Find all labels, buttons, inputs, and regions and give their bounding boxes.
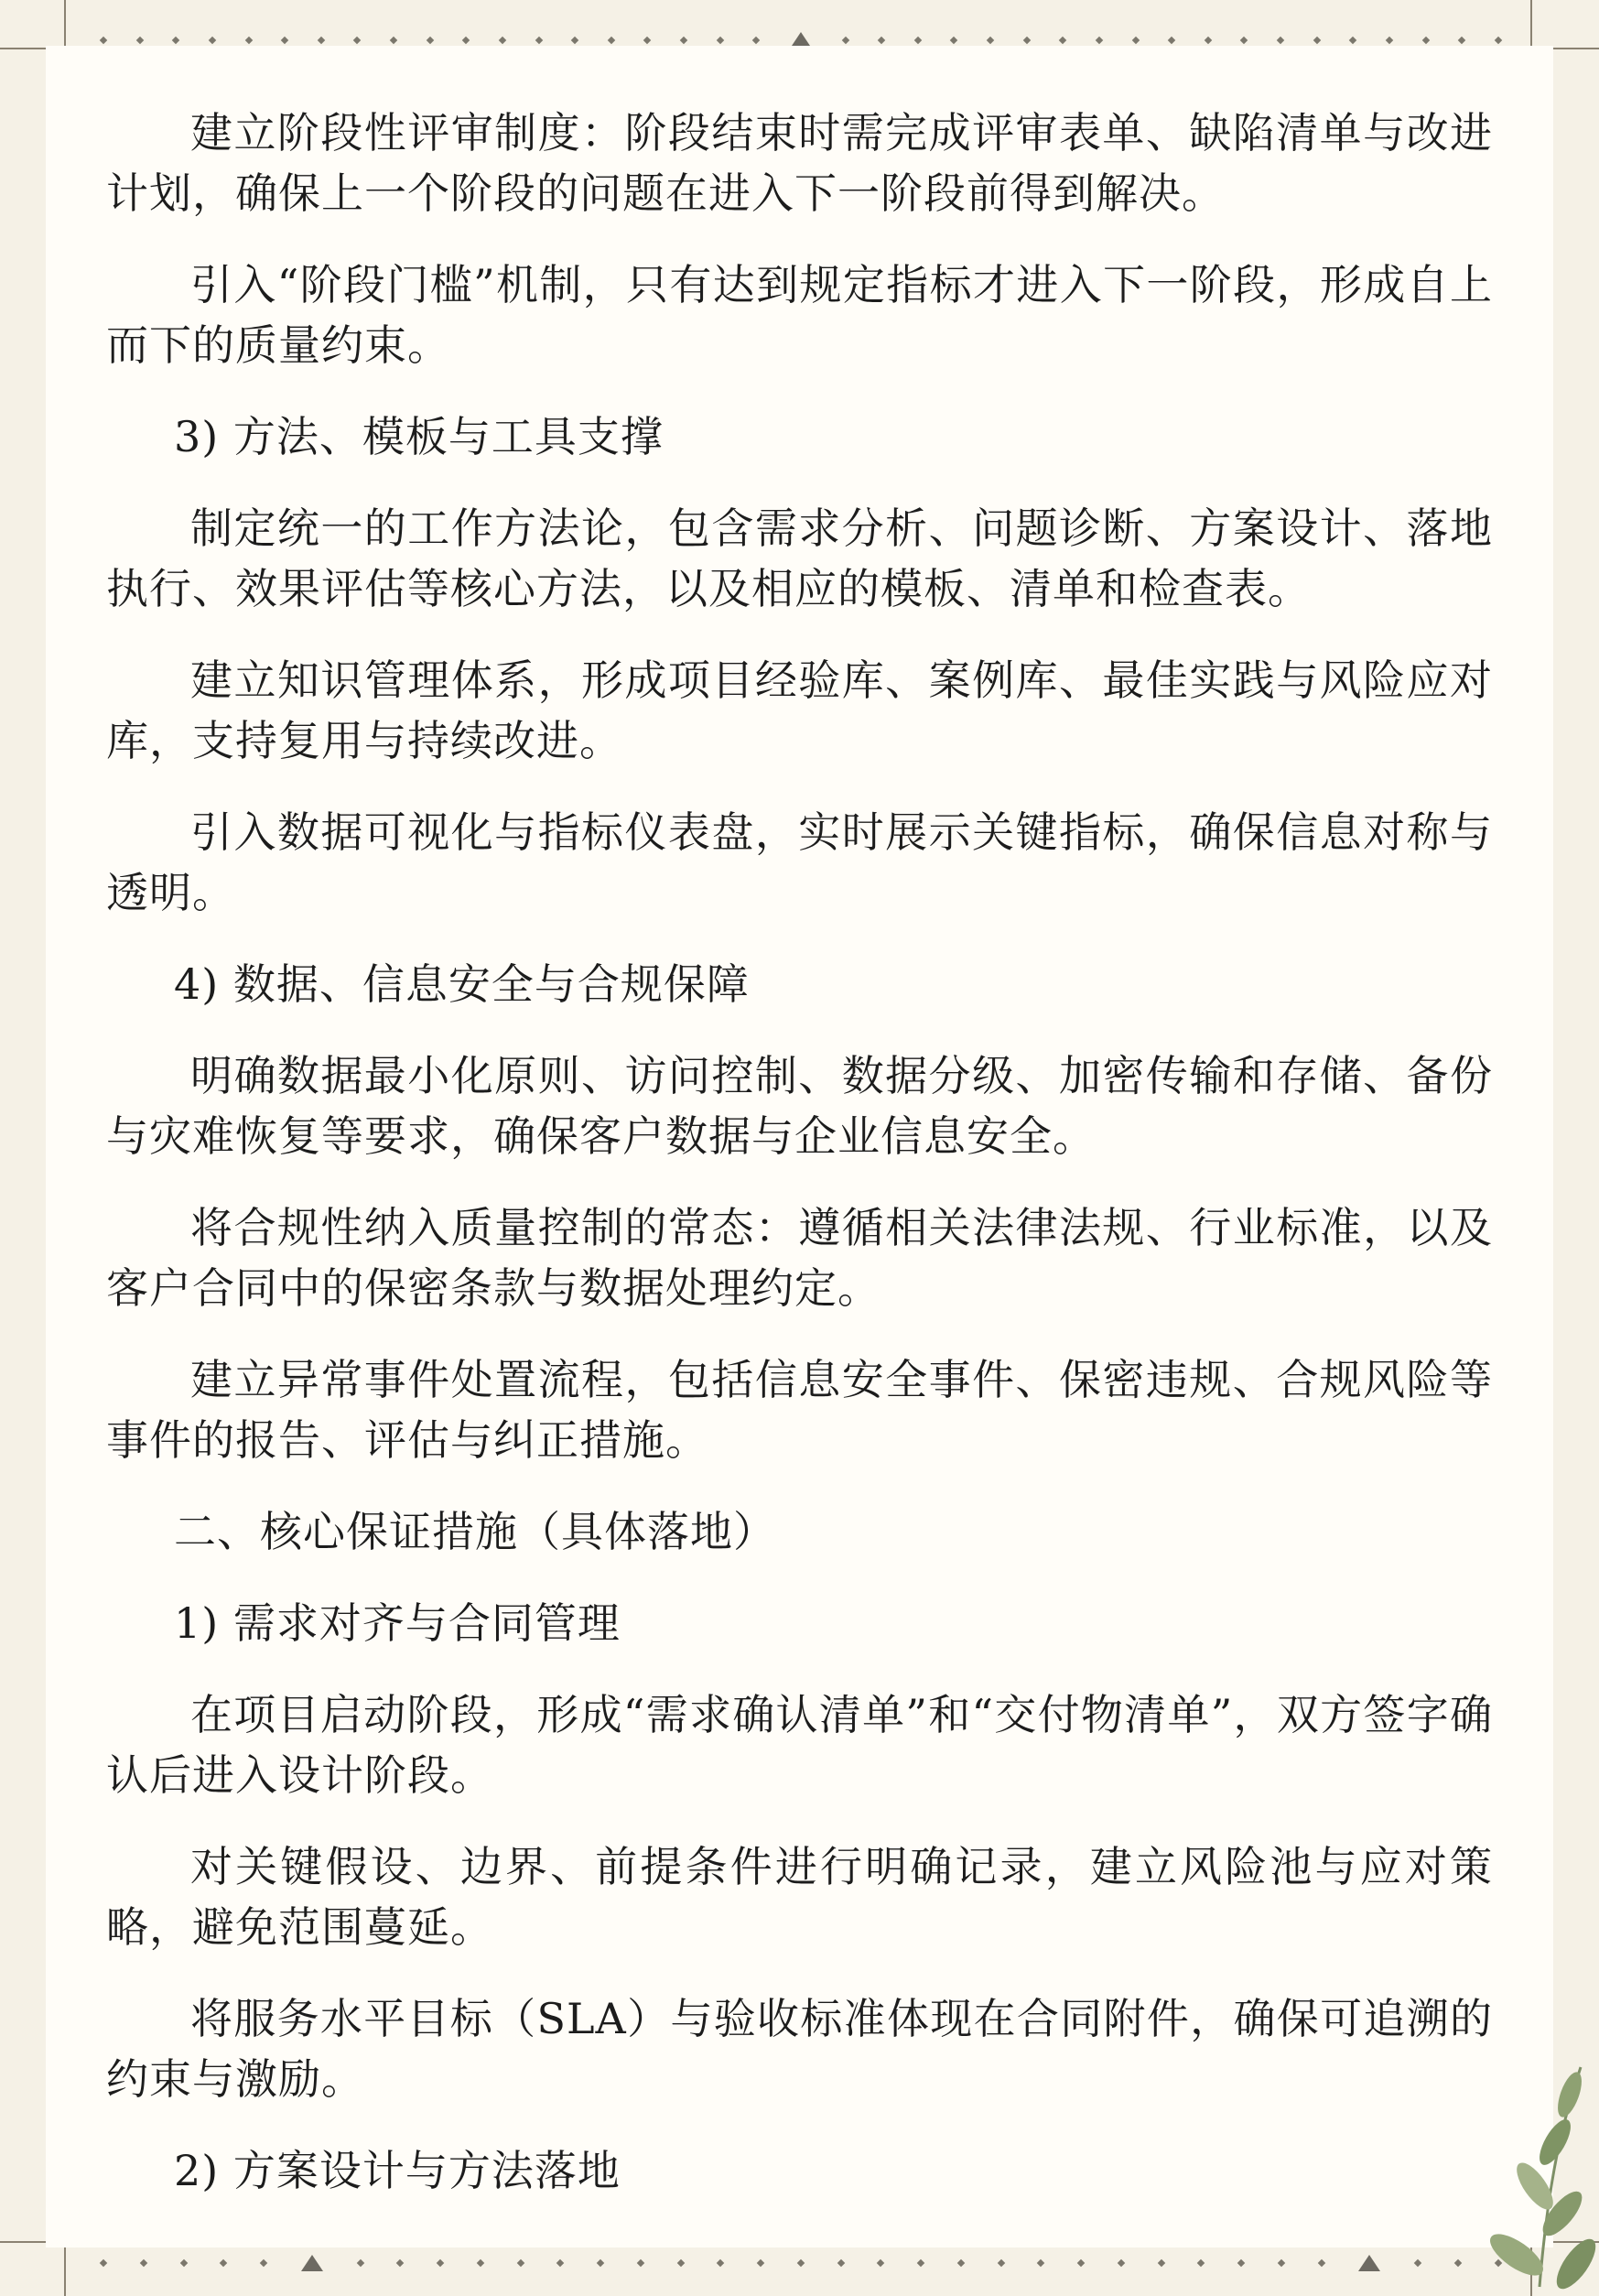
ornament-dot (608, 37, 615, 44)
ornament-triangle (301, 2255, 323, 2271)
paragraph-compliance: 将合规性纳入质量控制的常态：遵循相关法律法规、行业标准，以及客户合同中的保密条款与数据处理约定。 (106, 1203, 1493, 1313)
ornament-dot (1495, 37, 1502, 44)
ornament-dot (437, 2259, 444, 2267)
ornament-dot (917, 2259, 924, 2267)
paragraph-data-visualization: 引入数据可视化与指标仪表盘，实时展示关键指标，确保信息对称与透明。 (106, 807, 1493, 917)
paragraph-knowledge-management: 建立知识管理体系，形成项目经验库、案例库、最佳实践与风险应对库，支持复用与持续改进。 (106, 655, 1493, 765)
ornament-dot (220, 2259, 227, 2267)
ornament-dot (209, 37, 216, 44)
ornament-dot (680, 37, 687, 44)
ornament-dot (1278, 2259, 1285, 2267)
ornament-dot (757, 2259, 764, 2267)
ornament-dot (140, 2259, 147, 2267)
ornament-dot (637, 2259, 644, 2267)
ornament-dot (1277, 37, 1284, 44)
paragraph-stage-gate: 引入“阶段门槛”机制，只有达到规定指标才进入下一阶段，形成自上而下的质量约束。 (106, 260, 1493, 370)
ornament-dot (244, 37, 252, 44)
ornament-dot (841, 37, 848, 44)
paragraph-sla: 将服务水平目标（SLA）与验收标准体现在合同附件，确保可追溯的约束与激励。 (106, 1994, 1493, 2104)
ornament-dot (717, 2259, 724, 2267)
ornament-dot (877, 2259, 884, 2267)
ornament-dot (1386, 37, 1393, 44)
ornament-dot (1157, 2259, 1164, 2267)
bottom-ornament-row (101, 2256, 1501, 2270)
ornament-dot (318, 37, 325, 44)
section-heading-solution-design: 2) 方案设计与方法落地 (174, 2146, 621, 2195)
ornament-dot (752, 37, 760, 44)
ornament-dot (914, 37, 922, 44)
ornament-dot (135, 37, 143, 44)
ornament-triangle (1358, 2255, 1380, 2271)
ornament-dot (396, 2259, 404, 2267)
ornament-dot (1458, 37, 1465, 44)
paragraph-incident-process: 建立异常事件处置流程，包括信息安全事件、保密违规、合规风险等事件的报告、评估与纠正措施。 (106, 1355, 1493, 1465)
ornament-dot (716, 37, 723, 44)
ornament-dot (281, 37, 288, 44)
ornament-dot (571, 37, 578, 44)
ornament-dot (1118, 2259, 1125, 2267)
paragraph-assumptions: 对关键假设、边界、前提条件进行明确记录，建立风险池与应对策略，避免范围蔓延。 (106, 1842, 1493, 1952)
document-body (106, 103, 1493, 2201)
ornament-dot (1168, 37, 1175, 44)
ornament-dot (556, 2259, 564, 2267)
ornament-dot (1096, 37, 1103, 44)
paragraph-stage-review: 建立阶段性评审制度：阶段结束时需完成评审表单、缺陷清单与改进计划，确保上一个阶段的问题在进入下一阶段前得到解决。 (106, 108, 1493, 218)
ornament-dot (1037, 2259, 1044, 2267)
ornament-dot (878, 37, 885, 44)
ornament-dot (1237, 2259, 1245, 2267)
ornament-dot (356, 2259, 363, 2267)
ornament-dot (462, 37, 470, 44)
ornament-dot (1131, 37, 1139, 44)
ornament-dot (997, 2259, 1004, 2267)
ornament-dot (100, 2259, 107, 2267)
ornament-dot (100, 37, 107, 44)
ornament-dot (260, 2259, 267, 2267)
chapter-heading-core-measures: 二、核心保证措施（具体落地） (174, 1507, 776, 1556)
ornament-dot (390, 37, 397, 44)
ornament-dot (1240, 37, 1248, 44)
ornament-dot (1317, 2259, 1324, 2267)
paragraph-kickoff: 在项目启动阶段，形成“需求确认清单”和“交付物清单”，双方签字确认后进入设计阶段。 (106, 1690, 1493, 1800)
ornament-dot (1077, 2259, 1085, 2267)
ornament-dot (499, 37, 506, 44)
ornament-dot (535, 37, 542, 44)
ornament-dot (1205, 37, 1212, 44)
ornament-dot (477, 2259, 484, 2267)
ornament-dot (426, 37, 433, 44)
ornament-dot (1313, 37, 1320, 44)
ornament-dot (676, 2259, 684, 2267)
ornament-dot (353, 37, 361, 44)
section-heading-methods-tools: 3) 方法、模板与工具支撑 (174, 412, 664, 461)
section-heading-security-compliance: 4) 数据、信息安全与合规保障 (174, 959, 750, 1009)
ornament-dot (1059, 37, 1066, 44)
ornament-dot (1197, 2259, 1205, 2267)
ornament-dot (597, 2259, 604, 2267)
ornament-dot (837, 2259, 844, 2267)
ornament-dot (172, 37, 179, 44)
ornament-dot (643, 37, 651, 44)
ornament-dot (516, 2259, 524, 2267)
paragraph-data-minimization: 明确数据最小化原则、访问控制、数据分级、加密传输和存储、备份与灾难恢复等要求，确保客户数据与企业信息安全。 (106, 1051, 1493, 1161)
ornament-dot (957, 2259, 965, 2267)
ornament-dot (1421, 37, 1429, 44)
ornament-dot (179, 2259, 187, 2267)
section-heading-requirements-contract: 1) 需求对齐与合同管理 (174, 1598, 621, 1648)
ornament-dot (797, 2259, 805, 2267)
ornament-dot (1349, 37, 1356, 44)
paragraph-methodology: 制定统一的工作方法论，包含需求分析、问题诊断、方案设计、落地执行、效果评估等核心方法，以及相应的模板、清单和检查表。 (106, 504, 1493, 613)
ornament-dot (950, 37, 957, 44)
ornament-dot (987, 37, 994, 44)
ornament-dot (1022, 37, 1030, 44)
